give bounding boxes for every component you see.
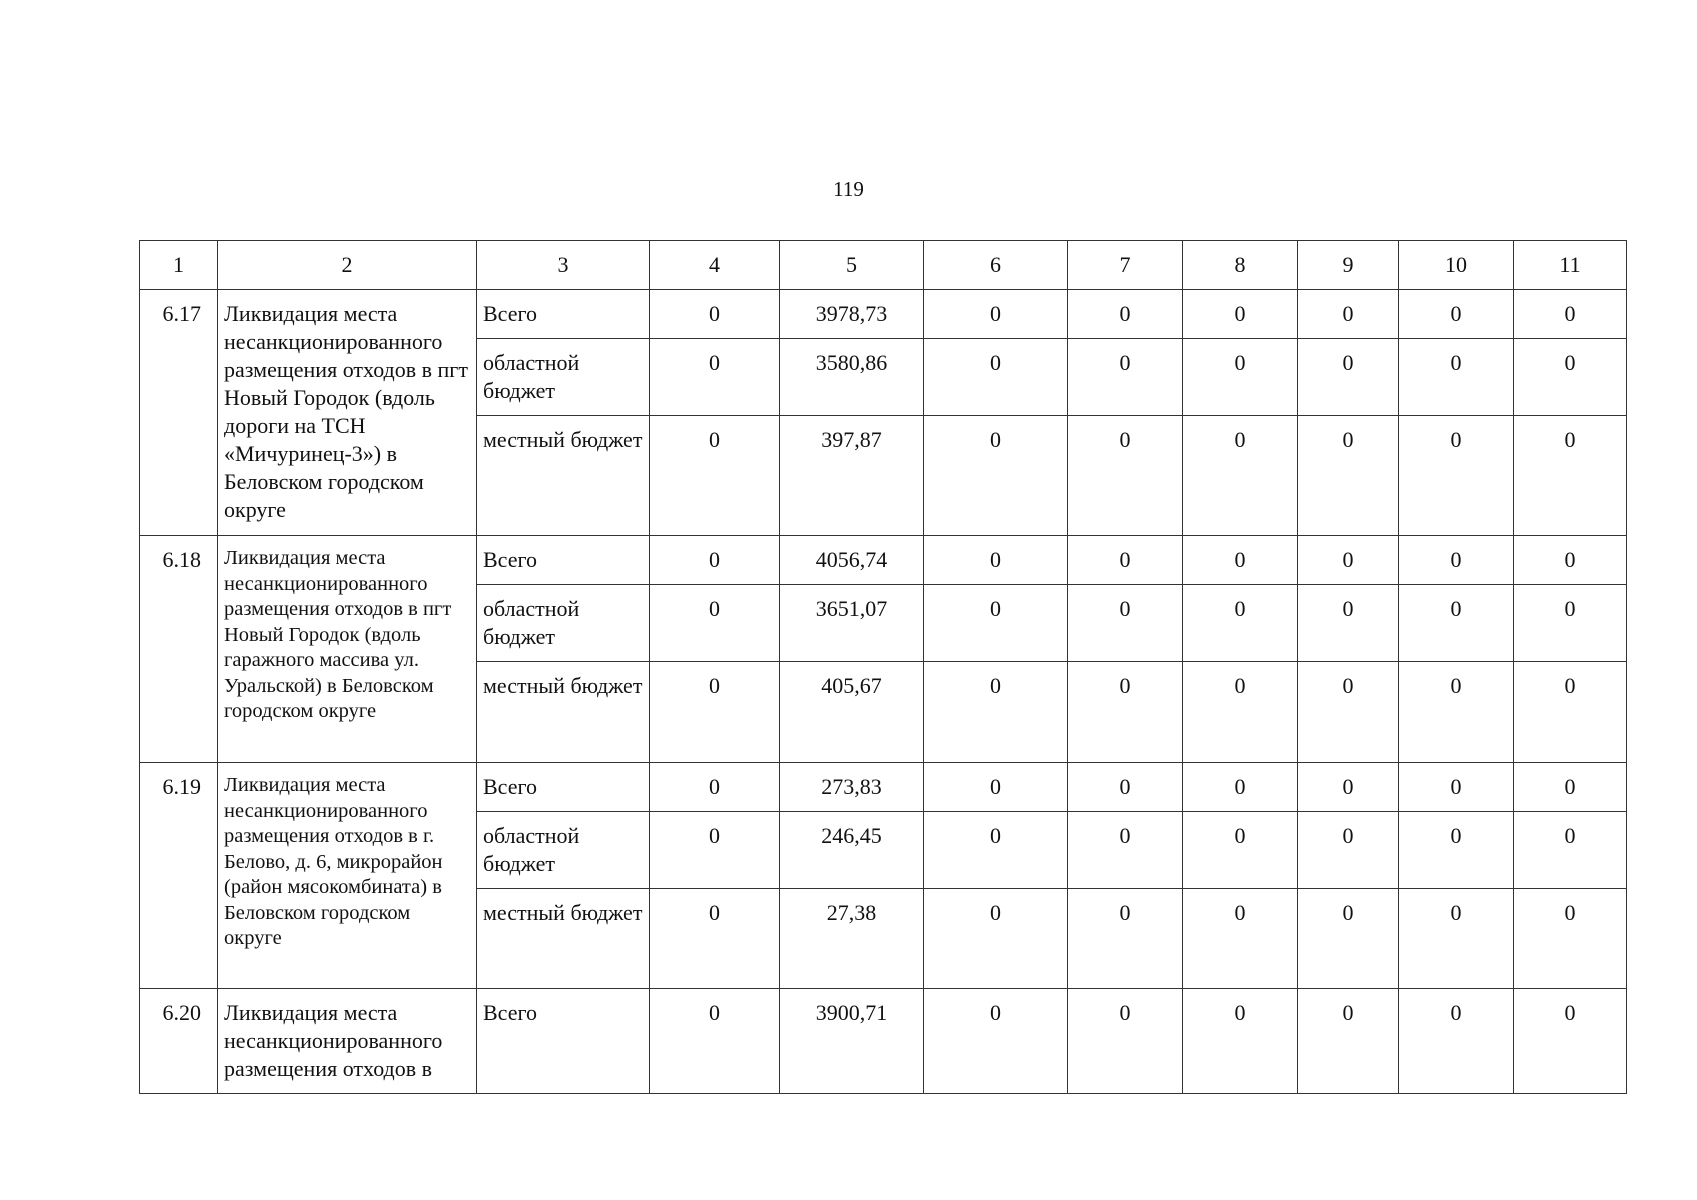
cell-value: 0 xyxy=(1183,536,1298,585)
table-row xyxy=(140,989,1627,1094)
cell-value: 3900,71 xyxy=(780,989,924,1094)
cell-value: 0 xyxy=(1298,290,1399,339)
cell-value: 0 xyxy=(1514,585,1627,662)
cell-value: 0 xyxy=(924,889,1068,989)
measure-name: Ликвидация места несанкционированного размещения отходов в пгт Новый Городок (вдоль дороги на ТСН «Мичуринец-3») в Беловском городском округе xyxy=(218,290,477,536)
row-index: 6.20 xyxy=(140,989,218,1094)
funding-source: Всего xyxy=(477,763,650,812)
cell-value: 0 xyxy=(924,290,1068,339)
table-row xyxy=(140,290,1627,339)
cell-value: 0 xyxy=(924,812,1068,889)
funding-source: Всего xyxy=(477,290,650,339)
column-number: 5 xyxy=(780,241,924,290)
cell-value: 0 xyxy=(650,889,780,989)
cell-value: 0 xyxy=(1514,889,1627,989)
cell-value: 0 xyxy=(1399,889,1514,989)
cell-value: 273,83 xyxy=(780,763,924,812)
cell-value: 0 xyxy=(650,416,780,536)
measure-name: Ликвидация места несанкционированного размещения отходов в xyxy=(218,989,477,1094)
cell-value: 0 xyxy=(1068,662,1183,763)
column-number: 10 xyxy=(1399,241,1514,290)
cell-value: 0 xyxy=(1068,585,1183,662)
cell-value: 4056,74 xyxy=(780,536,924,585)
column-number: 3 xyxy=(477,241,650,290)
funding-source: местный бюджет xyxy=(477,662,650,763)
cell-value: 0 xyxy=(1399,536,1514,585)
cell-value: 0 xyxy=(924,763,1068,812)
cell-value: 0 xyxy=(1298,889,1399,989)
row-index: 6.19 xyxy=(140,763,218,989)
cell-value: 0 xyxy=(1399,763,1514,812)
cell-value: 0 xyxy=(650,812,780,889)
cell-value: 246,45 xyxy=(780,812,924,889)
column-number: 2 xyxy=(218,241,477,290)
funding-source: Всего xyxy=(477,989,650,1094)
cell-value: 0 xyxy=(1514,290,1627,339)
cell-value: 0 xyxy=(650,339,780,416)
cell-value: 0 xyxy=(1298,416,1399,536)
cell-value: 0 xyxy=(650,536,780,585)
budget-table xyxy=(139,240,1627,1094)
cell-value: 0 xyxy=(1399,812,1514,889)
column-number: 6 xyxy=(924,241,1068,290)
cell-value: 397,87 xyxy=(780,416,924,536)
cell-value: 0 xyxy=(1298,763,1399,812)
cell-value: 0 xyxy=(650,585,780,662)
cell-value: 0 xyxy=(924,989,1068,1094)
funding-source: областной бюджет xyxy=(477,585,650,662)
cell-value: 0 xyxy=(1183,989,1298,1094)
cell-value: 405,67 xyxy=(780,662,924,763)
cell-value: 0 xyxy=(650,290,780,339)
page-number: 119 xyxy=(833,177,864,201)
cell-value: 0 xyxy=(1068,989,1183,1094)
cell-value: 0 xyxy=(1298,339,1399,416)
cell-value: 0 xyxy=(1514,339,1627,416)
cell-value: 0 xyxy=(1183,585,1298,662)
cell-value: 0 xyxy=(1514,416,1627,536)
funding-source: Всего xyxy=(477,536,650,585)
cell-value: 0 xyxy=(1068,812,1183,889)
cell-value: 0 xyxy=(924,585,1068,662)
cell-value: 0 xyxy=(650,989,780,1094)
cell-value: 0 xyxy=(1183,339,1298,416)
cell-value: 0 xyxy=(1298,812,1399,889)
cell-value: 0 xyxy=(1183,763,1298,812)
cell-value: 0 xyxy=(1068,290,1183,339)
cell-value: 0 xyxy=(1514,536,1627,585)
cell-value: 0 xyxy=(1514,989,1627,1094)
column-number: 7 xyxy=(1068,241,1183,290)
table-row xyxy=(140,763,1627,812)
measure-name: Ликвидация места несанкционированного размещения отходов в пгт Новый Городок (вдоль гаражного массива ул. Уральской) в Беловском городском округе xyxy=(218,536,477,763)
cell-value: 0 xyxy=(1183,290,1298,339)
cell-value: 0 xyxy=(1298,989,1399,1094)
cell-value: 0 xyxy=(1399,662,1514,763)
cell-value: 0 xyxy=(924,662,1068,763)
cell-value: 0 xyxy=(1298,585,1399,662)
cell-value: 0 xyxy=(1399,416,1514,536)
funding-source: областной бюджет xyxy=(477,812,650,889)
cell-value: 0 xyxy=(1183,812,1298,889)
cell-value: 27,38 xyxy=(780,889,924,989)
cell-value: 0 xyxy=(650,662,780,763)
cell-value: 0 xyxy=(1514,662,1627,763)
table-row xyxy=(140,536,1627,585)
column-number: 4 xyxy=(650,241,780,290)
cell-value: 0 xyxy=(650,763,780,812)
cell-value: 0 xyxy=(1298,662,1399,763)
cell-value: 0 xyxy=(1068,339,1183,416)
cell-value: 0 xyxy=(1298,536,1399,585)
cell-value: 3580,86 xyxy=(780,339,924,416)
row-index: 6.17 xyxy=(140,290,218,536)
cell-value: 0 xyxy=(1399,989,1514,1094)
cell-value: 0 xyxy=(1183,416,1298,536)
cell-value: 0 xyxy=(1068,763,1183,812)
cell-value: 0 xyxy=(924,536,1068,585)
column-number: 8 xyxy=(1183,241,1298,290)
cell-value: 0 xyxy=(1399,290,1514,339)
cell-value: 0 xyxy=(1183,889,1298,989)
cell-value: 0 xyxy=(1183,662,1298,763)
funding-source: местный бюджет xyxy=(477,416,650,536)
table-header-row xyxy=(140,241,1627,290)
cell-value: 0 xyxy=(1399,585,1514,662)
cell-value: 0 xyxy=(1068,536,1183,585)
funding-source: местный бюджет xyxy=(477,889,650,989)
cell-value: 0 xyxy=(1068,889,1183,989)
measure-name: Ликвидация места несанкционированного размещения отходов в г. Белово, д. 6, микрорайон (район мясокомбината) в Беловском городском округе xyxy=(218,763,477,989)
column-number: 9 xyxy=(1298,241,1399,290)
column-number: 11 xyxy=(1514,241,1627,290)
cell-value: 0 xyxy=(1514,812,1627,889)
cell-value: 0 xyxy=(924,339,1068,416)
cell-value: 0 xyxy=(1514,763,1627,812)
cell-value: 3978,73 xyxy=(780,290,924,339)
cell-value: 3651,07 xyxy=(780,585,924,662)
cell-value: 0 xyxy=(1399,339,1514,416)
cell-value: 0 xyxy=(1068,416,1183,536)
funding-source: областной бюджет xyxy=(477,339,650,416)
column-number: 1 xyxy=(140,241,218,290)
row-index: 6.18 xyxy=(140,536,218,763)
cell-value: 0 xyxy=(924,416,1068,536)
